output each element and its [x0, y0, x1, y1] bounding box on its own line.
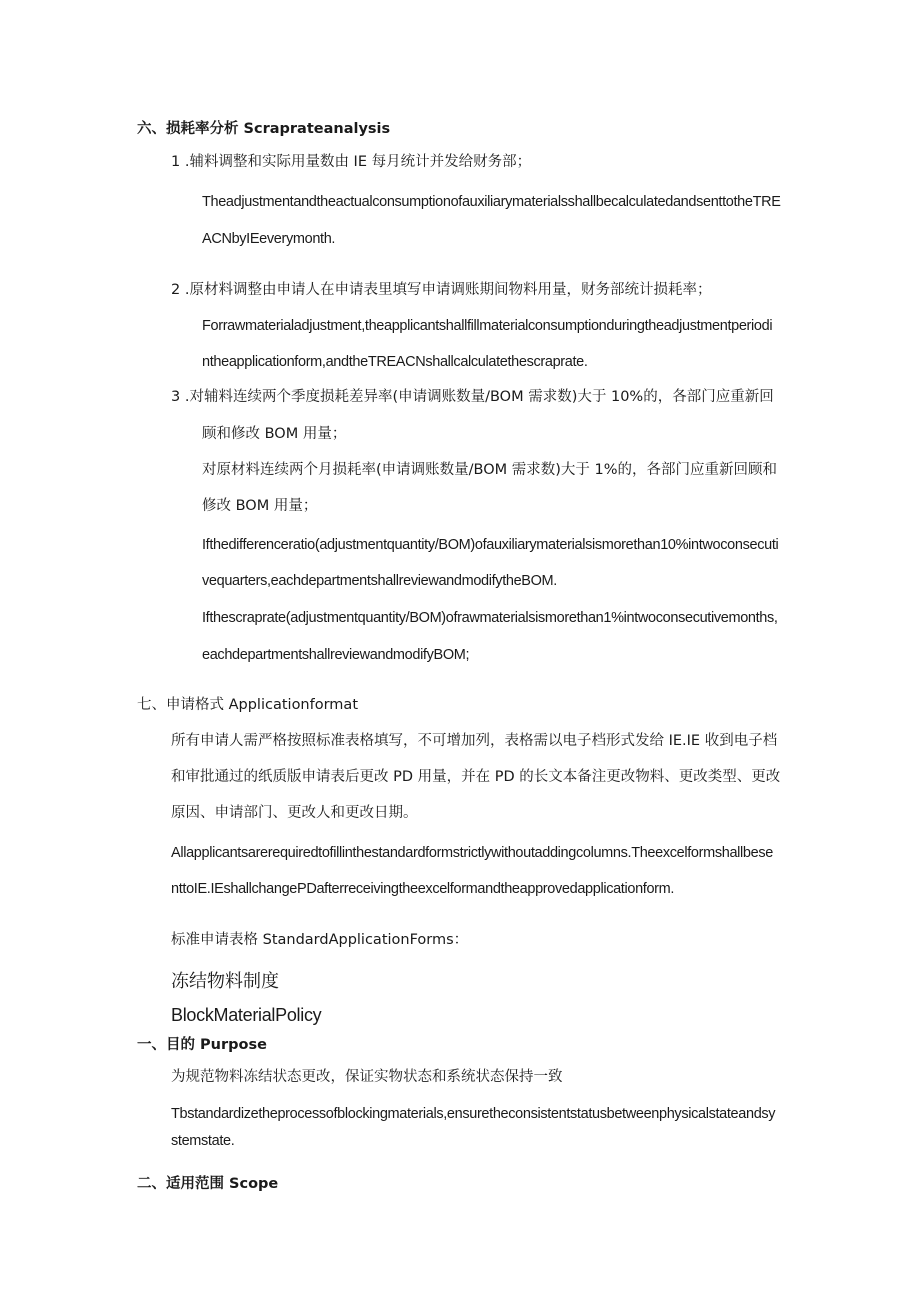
section6-heading: 六、损耗率分析 Scraprateanalysis [137, 121, 391, 137]
policy-title-cn: 冻结物料制度 [171, 971, 279, 992]
section7-en-2: nttoIE.IEshallchangePDafterreceivingtheexcelformandtheapprovedapplicationform. [171, 881, 675, 897]
section6-item3-cn-4: 修改 BOM 用量； [202, 498, 318, 514]
section6-item1-cn: 1 .辅料调整和实际用量数由 IE 每月统计并发给财务部； [171, 154, 532, 170]
policy-title-en: BlockMaterialPolicy [171, 1005, 322, 1025]
section6-item3-en-2: vequarters,eachdepartmentshallreviewandmodifytheBOM. [202, 573, 557, 589]
section6-item2-en-2: ntheapplicationform,andtheTREACNshallcalculatethescraprate. [202, 354, 588, 370]
section6-item1-en-1: TheadjustmentandtheactualconsumptionofauxiliarymaterialsshallbecalculatedandsenttotheTRE [202, 194, 781, 210]
section7-heading: 七、申请格式 Applicationformat [137, 697, 359, 713]
section7-cn-1: 所有申请人需严格按照标准表格填写，不可增加列，表格需以电子档形式发给 IE.IE 收到电子档 [171, 733, 778, 749]
section6-item3-en-3: Ifthescraprate(adjustmentquantity/BOM)ofrawmaterialsismorethan1%intwoconsecutivemonths, [202, 610, 778, 626]
section7-en-1: Allapplicantsarerequiredtofillinthestandardformstrictlywithoutaddingcolumns.Theexcelformshallbese [171, 845, 773, 861]
section6-item3-en-1: Ifthedifferenceratio(adjustmentquantity/BOM)ofauxiliarymaterialsismorethan10%intwoconsecuti [202, 537, 779, 553]
section7-cn-2: 和审批通过的纸质版申请表后更改 PD 用量，并在 PD 的长文本备注更改物料、更改类型、更改 [171, 769, 781, 785]
section6-item3-cn-3: 对原材料连续两个月损耗率(申请调账数量/BOM 需求数)大于 1%的，各部门应重新回顾和 [202, 462, 778, 478]
section6-item2-en-1: Forrawmaterialadjustment,theapplicantshallfillmaterialconsumptionduringtheadjustmentperiodi [202, 318, 773, 334]
section6-item2-cn: 2 .原材料调整由申请人在申请表里填写申请调账期间物料用量，财务部统计损耗率； [171, 282, 712, 298]
section1-en-2: stemstate. [171, 1133, 235, 1149]
section1-en-1: Tbstandardizetheprocessofblockingmaterials,ensuretheconsistentstatusbetweenphysicalstateandsy [171, 1106, 776, 1122]
section2-heading: 二、适用范围 Scope [137, 1176, 279, 1192]
section6-item3-cn-1: 3 .对辅料连续两个季度损耗差异率(申请调账数量/BOM 需求数)大于 10%的，各部门应重新回 [171, 389, 774, 405]
section1-heading: 一、目的 Purpose [137, 1037, 267, 1053]
section1-cn: 为规范物料冻结状态更改，保证实物状态和系统状态保持一致 [171, 1069, 563, 1085]
section7-cn-3: 原因、申请部门、更改人和更改日期。 [171, 805, 418, 821]
section7-forms-label: 标准申请表格 StandardApplicationForms： [171, 932, 469, 948]
section6-item3-cn-2: 顾和修改 BOM 用量； [202, 426, 347, 442]
section6-item1-en-2: ACNbyIEeverymonth. [202, 231, 336, 247]
section6-item3-en-4: eachdepartmentshallreviewandmodifyBOM; [202, 647, 470, 663]
